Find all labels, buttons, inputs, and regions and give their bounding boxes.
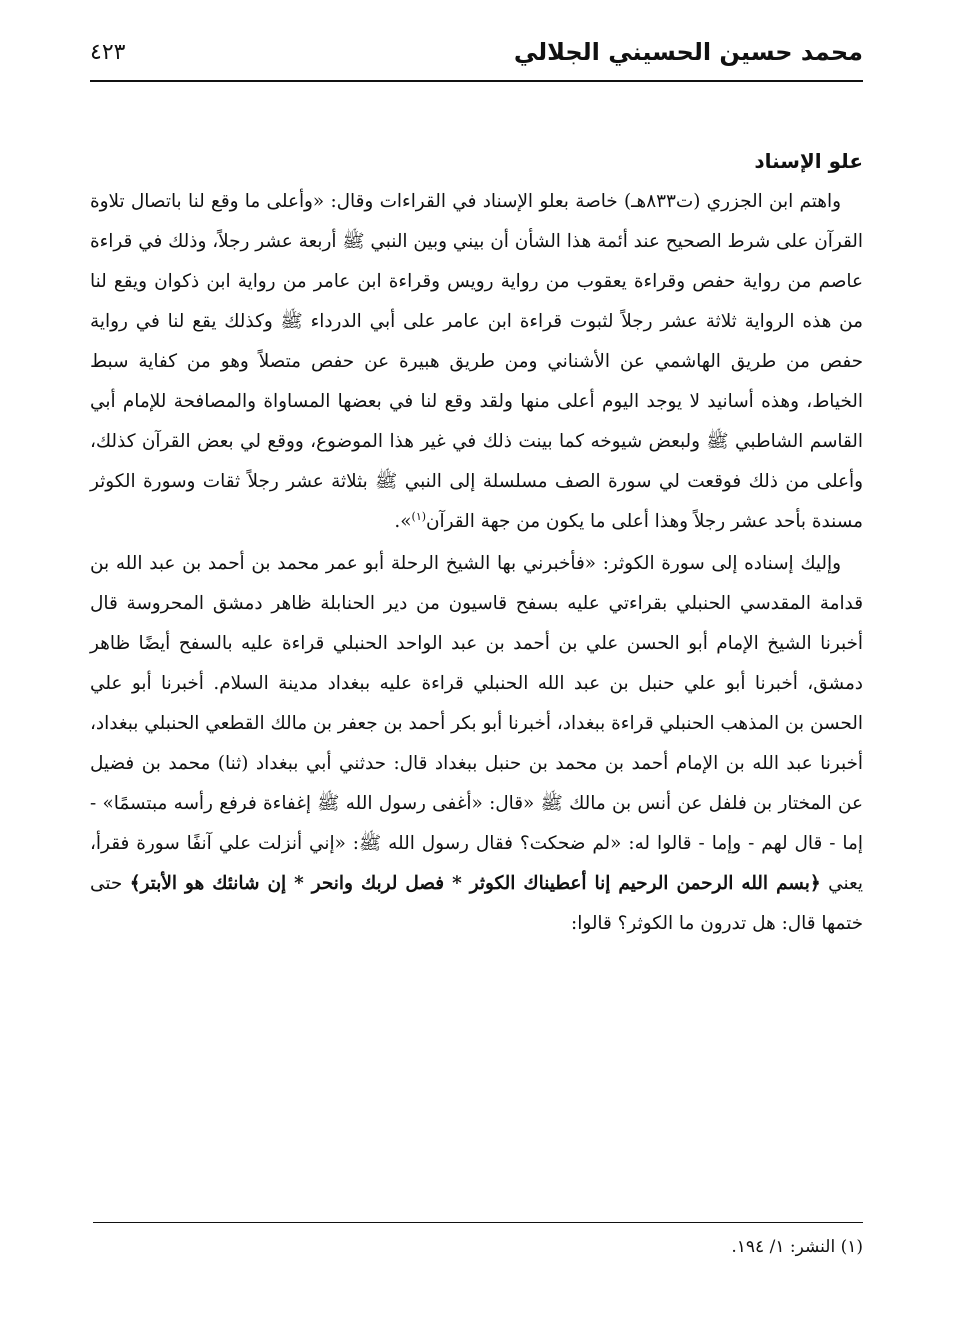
header-rule: [90, 80, 863, 82]
paragraph-tail: ».: [394, 511, 412, 532]
paragraph-ibn-al-jazari: [90, 182, 863, 542]
quran-verse: ﴿بسم الله الرحمن الرحيم إنا أعطيناك الكوثر * فصل لربك وانحر * إن شانئك هو الأبتر﴾: [129, 873, 821, 894]
paragraph-tail: حتى ختمها قال: هل تدرون ما الكوثر؟ قالوا:: [90, 873, 863, 934]
paragraph-text: واهتم ابن الجزري (ت٨٣٣هـ) خاصة بعلو الإسناد في القراءات وقال: «وأعلى ما وقع لنا باتصال تلاوة القرآن على شرط الصحيح عند أئمة هذا الشأن أن بيني وبين النبي ﷺ أربعة عشر رجلاً، وذلك في قراءة عاصم من رواية حفص وقراءة يعقوب من رواية رويس وقراءة ابن عامر من رواية ابن ذكوان ويقع لنا من هذه الرواية ثلاثة عشر رجلاً لثبوت قراءة ابن عامر على أبي الدرداء ﷺ وكذلك يقع لنا في رواية حفص من طريق الهاشمي عن الأشناني ومن طريق هبيرة عن حفص متصلاً وهو من كفاية سبط الخياط، وهذه أسانيد لا يوجد اليوم أعلى منها ولقد وقع لنا في بعضها المساواة والمصافحة للإمام أبي القاسم الشاطبي ﷺ ولبعض شيوخه كما بينت ذلك في غير هذا الموضوع، ووقع لي بعض القرآن كذلك، وأعلى من ذلك فوقعت لي سورة الصف مسلسلة إلى النبي ﷺ بثلاثة عشر رجلاً ثقات وسورة الكوثر مسندة بأحد عشر رجلاً وهذا أعلى ما يكون من جهة القرآن: [90, 191, 863, 532]
paragraph-text: وإليك إسناده إلى سورة الكوثر: «فأخبرني بها الشيخ الرحلة أبو عمر محمد بن أحمد بن عبد الله بن قدامة المقدسي الحنبلي بقراءتي عليه بسفح قاسيون من دير الحنابلة ظاهر دمشق المحروسة قال أخبرنا الشيخ الإمام أبو الحسن علي بن أحمد بن عبد الواحد الحنبلي قراءة عليه بالسفح أيضًا ظاهر دمشق، أخبرنا أبو علي حنبل بن عبد الله الحنبلي قراءة عليه ببغداد مدينة السلام. أخبرنا أبو علي الحسن بن المذهب الحنبلي قراءة ببغداد، أخبرنا أبو بكر أحمد بن جعفر بن مالك القطعي الحنبلي ببغداد، أخبرنا عبد الله بن الإمام أحمد بن محمد بن حنبل ببغداد قال: حدثني أبي ببغداد (ثنا) محمد بن فضيل عن المختار بن فلفل عن أنس بن مالك ﷺ «قال: «أغفى رسول الله ﷺ إغفاءة فرفع رأسه مبتسمًا» - إما - قال لهم - وإما - قالوا له: «لم ضحكت؟ فقال رسول الله ﷺ: «إني أنزلت علي آنفًا سورة فقرأ، يعني: [90, 553, 863, 894]
paragraph-isnad-al-kawthar: [90, 544, 863, 944]
footnote-rule: [93, 1222, 863, 1223]
main-text: [90, 142, 863, 944]
page-header: [90, 28, 863, 76]
running-title: محمد حسين الحسيني الجلالي: [513, 38, 863, 66]
page-number: ٤٢٣: [90, 39, 126, 65]
footnote-reference: (١): [411, 509, 427, 523]
footnote: (١) النشر: ١/ ١٩٤.: [731, 1237, 863, 1257]
section-heading: علو الإسناد: [754, 149, 863, 173]
